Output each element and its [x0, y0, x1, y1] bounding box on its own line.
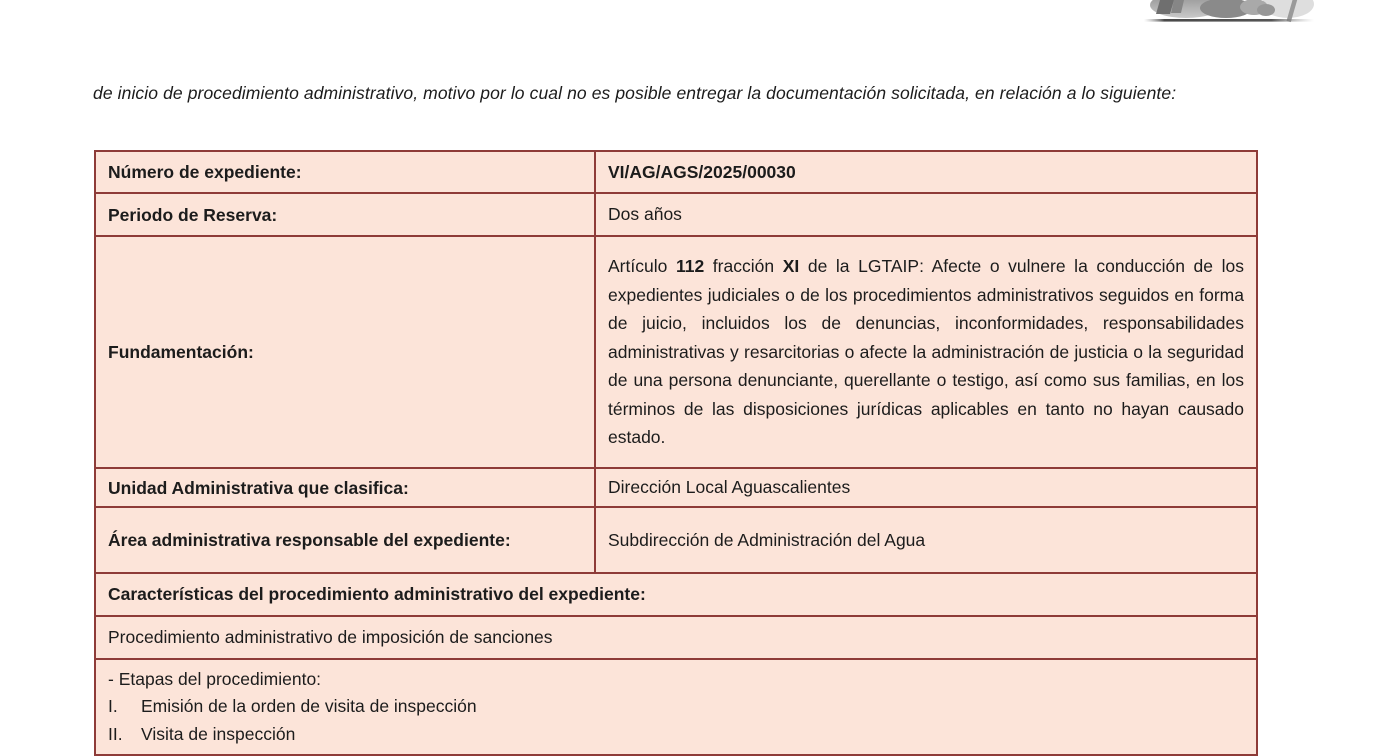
- statue-artwork-fragment: [1138, 0, 1320, 26]
- table-row: [95, 659, 1257, 755]
- table-row: [95, 236, 1257, 468]
- expediente-label: Número de expediente:: [95, 151, 595, 193]
- table-row: [95, 507, 1257, 573]
- etapa-item: [108, 721, 1244, 749]
- fund-article-number: 112: [675, 255, 705, 276]
- etapa-numeral: I.: [108, 696, 118, 717]
- table-row: [95, 616, 1257, 659]
- fund-text-mid: fracción: [704, 255, 783, 276]
- etapa-item: [108, 693, 1244, 721]
- fund-fraction-number: XI: [782, 255, 800, 276]
- area-administrativa-label: Área administrativa responsable del expediente:: [95, 507, 595, 573]
- fund-text-pre: Artículo: [608, 255, 676, 276]
- etapa-numeral: II.: [108, 723, 123, 744]
- periodo-reserva-value: Dos años: [595, 193, 1257, 236]
- fundamentacion-label: Fundamentación:: [95, 236, 595, 468]
- table-row: [95, 468, 1257, 507]
- unidad-administrativa-value: Dirección Local Aguascalientes: [595, 468, 1257, 507]
- fundamentacion-value: [595, 236, 1257, 468]
- classification-table: [94, 150, 1258, 756]
- caracteristicas-header: Características del procedimiento administrativo del expediente:: [95, 573, 1257, 616]
- etapas-cell: [95, 659, 1257, 755]
- periodo-reserva-label: Periodo de Reserva:: [95, 193, 595, 236]
- etapa-text: Visita de inspección: [141, 723, 296, 744]
- etapa-text: Emisión de la orden de visita de inspección: [141, 696, 477, 717]
- unidad-administrativa-label: Unidad Administrativa que clasifica:: [95, 468, 595, 507]
- statue-artwork-svg: [1138, 0, 1320, 26]
- fund-text-rest: de la LGTAIP: Afecte o vulnere la conducción de los expedientes judiciales o de los procedimientos administrativos seguidos en forma de juicio, incluidos los de denuncias, inconformidades, responsabilidades administrativas y resarcitorias o afecte la administración de justicia o la seguridad de una persona denunciante, querellante o testigo, así como sus familias, en los términos de las disposiciones jurídicas aplicables en tanto no hayan causado estado.: [608, 255, 1244, 448]
- table-row: [95, 193, 1257, 236]
- etapas-title: - Etapas del procedimiento:: [108, 668, 322, 689]
- procedimiento-value: Procedimiento administrativo de imposición de sanciones: [95, 616, 1257, 659]
- intro-paragraph: de inicio de procedimiento administrativo, motivo por lo cual no es posible entregar la documentación solicitada, en relación a lo siguiente:: [93, 82, 1177, 103]
- table-row: [95, 151, 1257, 193]
- table-row: [95, 573, 1257, 616]
- area-administrativa-value: Subdirección de Administración del Agua: [595, 507, 1257, 573]
- expediente-value: VI/AG/AGS/2025/00030: [595, 151, 1257, 193]
